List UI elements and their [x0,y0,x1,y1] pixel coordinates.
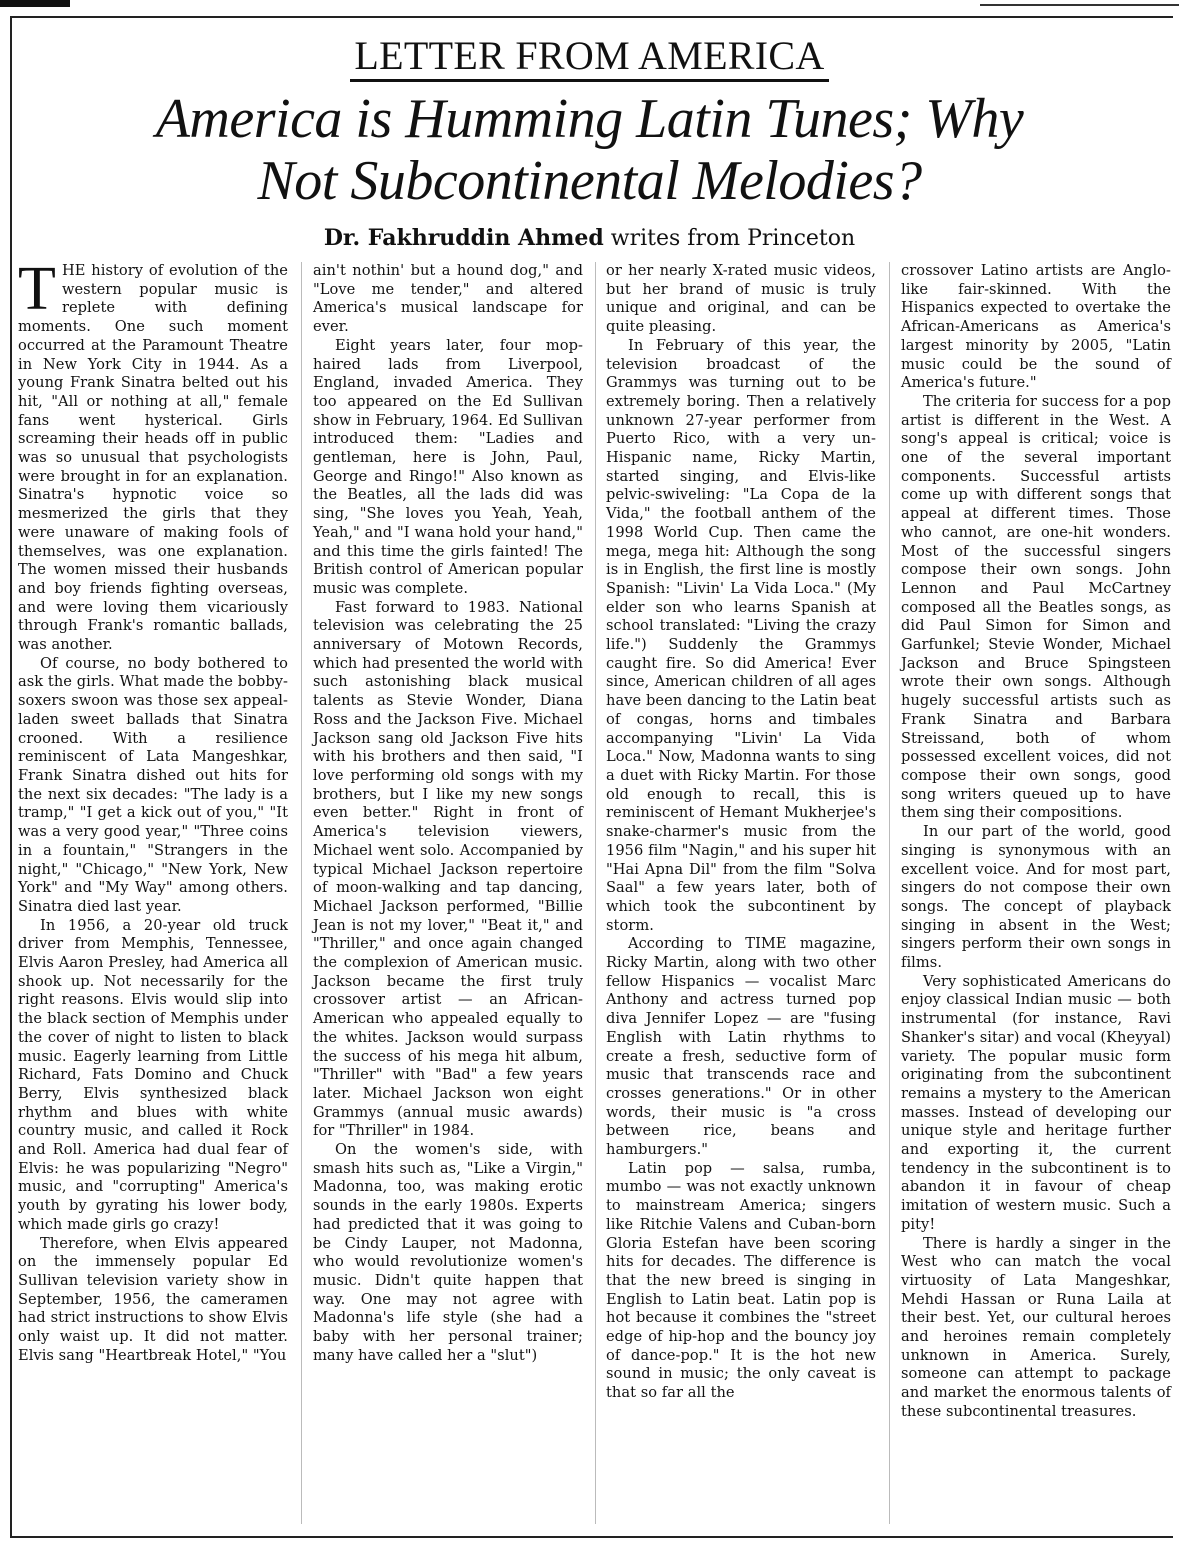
section-kicker [0,34,1179,78]
article-column-4 [901,262,1171,1422]
paragraph: In our part of the world, good singing is synonymous with an excellent voice. And for most part, singers do not compose their own songs. The concept of playback singing in absent in the West; singers perform their own songs in films. [901,823,1171,972]
headline-line-2: Not Subcontinental Melodies? [257,150,922,212]
paragraph: or her nearly X-rated music videos, but her brand of music is truly unique and original, and can be quite pleasing. [606,262,876,336]
article-column-1 [18,255,288,1365]
article-column-3 [606,262,876,1403]
headline [0,88,1179,212]
byline [0,224,1179,253]
headline-line-1: America is Humming Latin Tunes; Why [155,88,1024,150]
top-edge [0,0,1179,8]
paragraph: Very sophisticated Americans do enjoy classical Indian music — both instrumental (for instance, Ravi Shanker's sitar) and vocal (Kheyyal) variety. The popular music form originating from the subcontinent remains a mystery to the American masses. Instead of developing our unique style and heritage further and exporting it, the current tendency in the subcontinent is to abandon it in favour of cheap imitation of western music. Such a pity! [901,972,1171,1233]
paragraph-text: HE history of evolution of the western popular music is replete with defining moments. One such moment occurred at the Paramount Theatre in New York City in 1944. As a young Frank Sinatra belted out his hit, "All or nothing at all," female fans went hysterical. Girls screaming their heads off in public was so unusual that psychologists were brought in for an explanation. Sinatra's hypnotic voice so mesmerized the girls that they were unaware of making fools of themselves, was one explanation. The women missed their husbands and boy friends fighting overseas, and were loving them vicariously through Frank's romantic ballads, was another. [18,262,288,654]
article-column-2 [313,262,583,1365]
paragraph: ain't nothin' but a hound dog," and "Love me tender," and altered America's musical landscape for ever. [313,262,583,336]
paragraph [18,255,288,655]
paragraph: In 1956, a 20-year old truck driver from Memphis, Tennessee, Elvis Aaron Presley, had America all shook up. Not necessarily for the right reasons. Elvis would slip into the black section of Memphis under the cover of night to listen to black music. Eagerly learning from Little Richard, Fats Domino and Chuck Berry, Elvis synthesized black rhythm and blues with white country music, and called it Rock and Roll. America had dual fear of Elvis: he was popularizing "Negro" music, and "corrupting" America's youth by gyrating his lower body, which made girls go crazy! [18,916,288,1233]
paragraph: According to TIME magazine, Ricky Martin, along with two other fellow Hispanics — vocalist Marc Anthony and actress turned pop diva Jennifer Lopez — are "fusing English with Latin rhythms to create a fresh, seductive form of music that transcends race and crosses generations." Or in other words, their music is "a cross between rice, beans and hamburgers." [606,935,876,1159]
byline-location: writes from Princeton [610,226,856,251]
byline-author: Dr. Fakhruddin Ahmed [323,225,604,251]
paragraph: Latin pop — salsa, rumba, mumbo — was not exactly unknown to mainstream America; singers like Ritchie Valens and Cuban-born Gloria Estefan have been scoring hits for decades. The difference is that the new breed is singing in English to Latin beat. Latin pop is hot because it combines the "street edge of hip-hop and the bouncy joy of dance-pop." It is the hot new sound in music; the only caveat is that so far all the [606,1159,876,1402]
paragraph: Eight years later, four mop-haired lads from Liverpool, England, invaded America. They too appeared on the Ed Sullivan show in February, 1964. Ed Sullivan introduced them: "Ladies and gentleman, here is John, Paul, George and Ringo!" Also known as the Beatles, all the lads did was sing, "She loves you Yeah, Yeah, Yeah," and "I wana hold your hand," and this time the girls fainted! The British control of American popular music was complete. [313,336,583,597]
paragraph: Fast forward to 1983. National television was celebrating the 25 anniversary of Motown Records, which had presented the world with such astonishing black musical talents as Stevie Wonder, Diana Ross and the Jackson Five. Michael Jackson sang old Jackson Five hits with his brothers and then said, "I love performing old songs with my brothers, but I like my new songs even better." Right in front of America's television viewers, Michael went solo. Accompanied by typical Michael Jackson repertoire of moon-walking and tap dancing, Michael Jackson performed, "Billie Jean is not my lover," "Beat it," and "Thriller," and once again changed the complexion of American music. Jackson became the first truly crossover artist — an African-American who appealed equally to the whites. Jackson would surpass the success of his mega hit album, "Thriller" with "Bad" a few years later. Michael Jackson won eight Grammys (annual music awards) for "Thriller" in 1984. [313,598,583,1140]
paragraph: The criteria for success for a pop artist is different in the West. A song's appeal is critical; voice is one of the several important components. Successful artists come up with different songs that appeal at different times. Those who cannot, are one-hit wonders. Most of the successful singers compose their own songs. John Lennon and Paul McCartney composed all the Beatles songs, as did Paul Simon for Simon and Garfunkel; Stevie Wonder, Michael Jackson and Bruce Spingsteen wrote their own songs. Although hugely successful artists such as Frank Sinatra and Barbara Streissand, both of whom possessed excellent voices, did not compose their own songs, good song writers queued up to have them sing their compositions. [901,392,1171,822]
column-divider [595,262,596,1524]
kicker-text: LETTER FROM AMERICA [350,33,828,82]
paragraph: On the women's side, with smash hits such as, "Like a Virgin," Madonna, too, was making erotic sounds in the early 1980s. Experts had predicted that it was going to be Cindy Lauper, not Madonna, who would revolutionize women's music. Didn't quite happen that way. One may not agree with Madonna's life style (she had a baby with her personal trainer; many have called her a "slut") [313,1141,583,1364]
top-right-rule [980,4,1179,6]
column-divider [889,262,890,1524]
drop-cap: T [18,255,56,323]
paragraph: There is hardly a singer in the West who can match the vocal virtuosity of Lata Mangeshkar, Mehdi Hassan or Runa Laila at their best. Yet, our cultural heroes and heroines remain completely unknown in America. Surely, someone can attempt to package and market the enormous talents of these subcontinental treasures. [901,1234,1171,1420]
paragraph: Therefore, when Elvis appeared on the immensely popular Ed Sullivan television variety show in September, 1956, the cameramen had strict instructions to show Elvis only waist up. It did not matter. Elvis sang "Heartbreak Hotel," "You [18,1234,288,1364]
paragraph: In February of this year, the television broadcast of the Grammys was turning out to be extremely boring. Then a relatively unknown 27-year performer from Puerto Rico, with a very un-Hispanic name, Ricky Martin, started singing, and Elvis-like pelvic-swiveling: "La Copa de la Vida," the football anthem of the 1998 World Cup. Then came the mega, mega hit: Although the song is in English, the first line is mostly Spanish: "Livin' La Vida Loca." (My elder son who learns Spanish at school translated: "Living the crazy life.") Suddenly the Grammys caught fire. So did America! Ever since, American children of all ages have been dancing to the Latin beat of congas, horns and timbales accompanying "Livin' La Vida Loca." Now, Madonna wants to sing a duet with Ricky Martin. For those old enough to recall, this is reminiscent of Hemant Mukherjee's snake-charmer's music from the 1956 film "Nagin," and his super hit "Hai Apna Dil" from the film "Solva Saal" a few years later, both of which took the subcontinent by storm. [606,336,876,934]
column-divider [301,262,302,1524]
top-left-mark [0,0,70,7]
paragraph: Of course, no body bothered to ask the girls. What made the bobby-soxers swoon was those sex appeal-laden sweet ballads that Sinatra crooned. With a resilience reminiscent of Lata Mangeshkar, Frank Sinatra dished out hits for the next six decades: "The lady is a tramp," "I get a kick out of you," "It was a very good year," "Three coins in a fountain," "Strangers in the night," "Chicago," "New York, New York" and "My Way" among others. Sinatra died last year. [18,654,288,915]
paragraph: crossover Latino artists are Anglo-like fair-skinned. With the Hispanics expected to overtake the African-Americans as America's largest minority by 2005, "Latin music could be the sound of America's future." [901,262,1171,392]
